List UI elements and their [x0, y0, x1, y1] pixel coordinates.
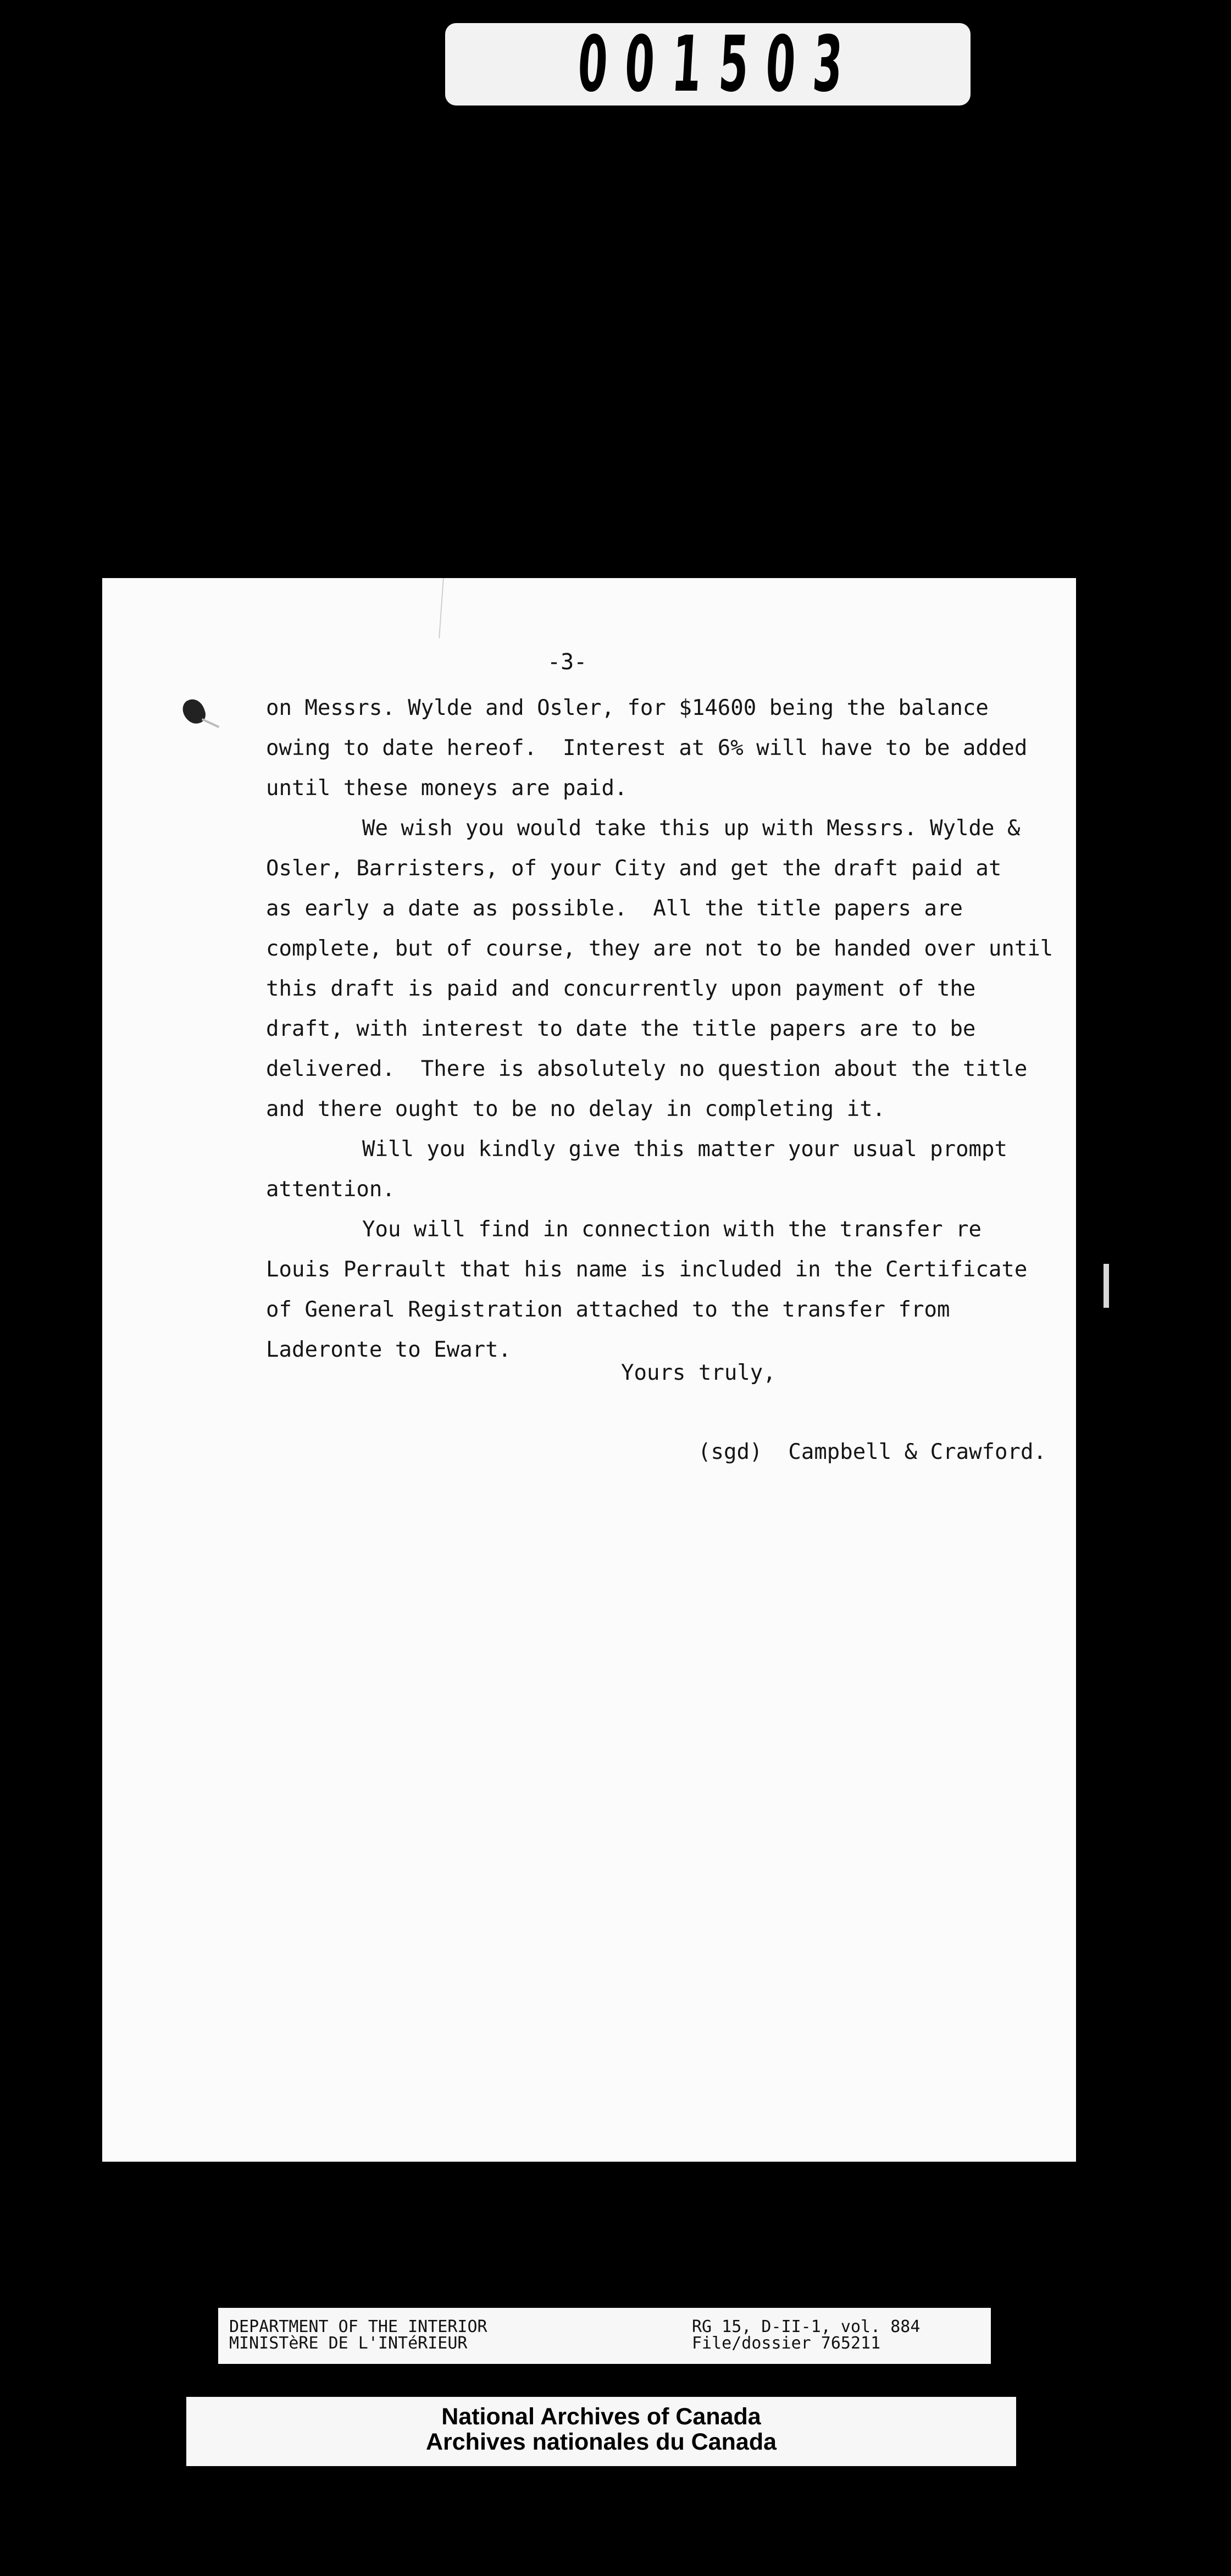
letter-line: Louis Perrault that his name is included in the Certificate: [266, 1257, 1028, 1282]
letter-line: attention.: [266, 1177, 395, 1202]
letter-page: [102, 578, 1076, 2162]
letter-line: Osler, Barristers, of your City and get the draft paid at: [266, 856, 1002, 881]
letter-line: owing to date hereof. Interest at 6% will have to be added: [266, 736, 1028, 760]
archives-name-fr: Archives nationales du Canada: [425, 2429, 777, 2455]
letter-line: You will find in connection with the transfer re: [362, 1217, 982, 1242]
letter-line: on Messrs. Wylde and Osler, for $14600 being the balance: [266, 696, 989, 720]
department-fr: MINISTèRE DE L'INTéRIEUR: [229, 2334, 468, 2353]
department-en: DEPARTMENT OF THE INTERIOR: [229, 2317, 487, 2336]
archives-card: [186, 2397, 1016, 2466]
letter-line: until these moneys are paid.: [266, 776, 628, 801]
frame-number-label: [445, 19, 971, 109]
margin-scratch: [202, 718, 220, 728]
page-number: -3-: [547, 649, 587, 675]
frame-number: 001503: [575, 19, 863, 109]
closing: Yours truly,: [621, 1361, 776, 1385]
edge-mark: [1104, 1264, 1109, 1308]
signature: (sgd) Campbell & Crawford.: [698, 1440, 1046, 1464]
letter-line: this draft is paid and concurrently upon payment of the: [266, 976, 976, 1001]
letter-line: Will you kindly give this matter your usual prompt: [362, 1137, 1007, 1162]
letter-line: and there ought to be no delay in completing it.: [266, 1097, 886, 1122]
letter-line: We wish you would take this up with Messrs. Wylde &: [362, 816, 1021, 841]
letter-line: of General Registration attached to the transfer from: [266, 1297, 950, 1322]
archive-reference-label: [218, 2308, 991, 2364]
file-number: File/dossier 765211: [692, 2334, 881, 2353]
letter-line: complete, but of course, they are not to be handed over until: [266, 936, 1053, 961]
department-names: [229, 2319, 487, 2352]
letter-line: Laderonte to Ewart.: [266, 1337, 512, 1362]
archive-reference: [692, 2319, 920, 2352]
archives-name-en: National Archives of Canada: [441, 2403, 761, 2430]
letter-line: draft, with interest to date the title papers are to be: [266, 1017, 976, 1041]
letter-line: delivered. There is absolutely no question about the title: [266, 1057, 1028, 1081]
letter-body: [266, 688, 1053, 1370]
record-group: RG 15, D-II-1, vol. 884: [692, 2317, 921, 2336]
ink-blot: [180, 696, 208, 727]
fold-mark: [439, 578, 444, 639]
letter-line: as early a date as possible. All the title papers are: [266, 896, 963, 921]
